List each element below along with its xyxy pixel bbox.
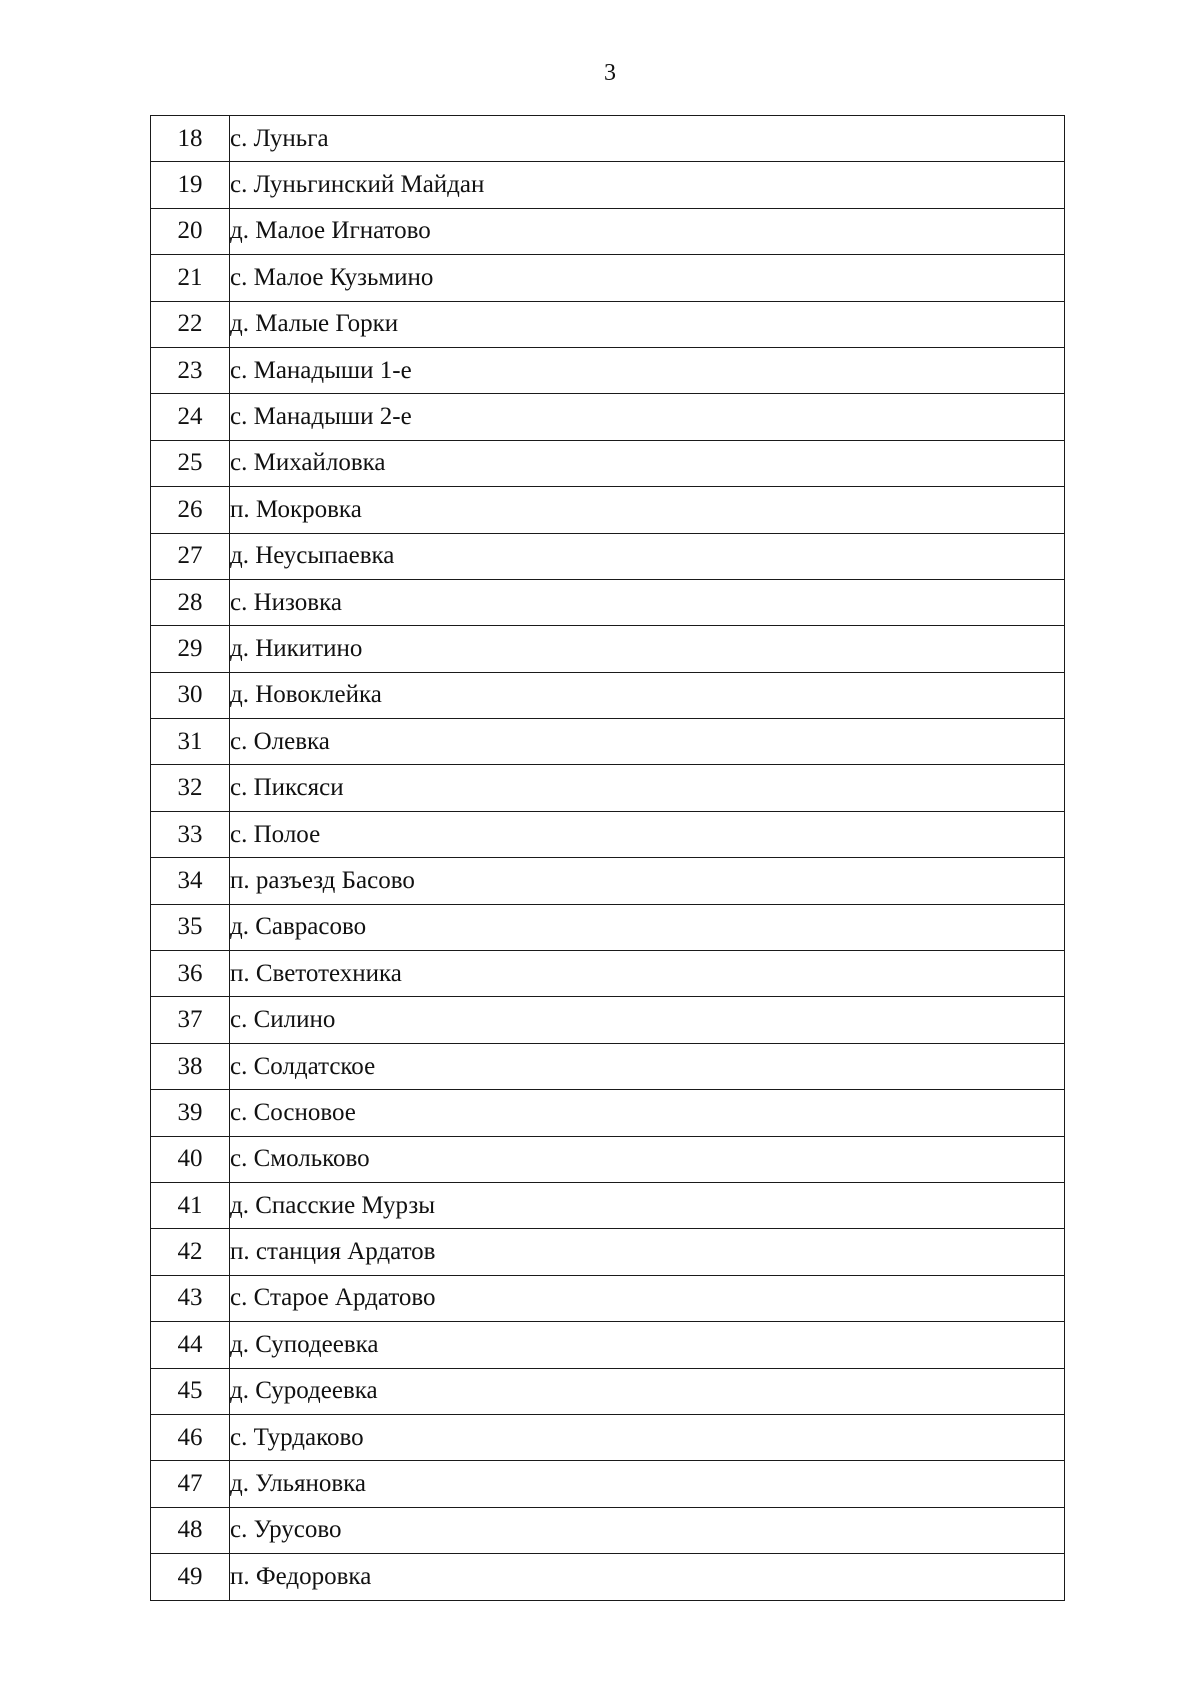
settlement-name-cell: с. Пиксяси xyxy=(230,765,1065,811)
row-number-cell: 35 xyxy=(151,904,230,950)
settlement-name-cell: с. Малое Кузьмино xyxy=(230,255,1065,301)
table-row xyxy=(151,672,1065,718)
table-row xyxy=(151,1507,1065,1553)
table-row xyxy=(151,1043,1065,1089)
table-row xyxy=(151,1368,1065,1414)
settlement-name-cell: п. разъезд Басово xyxy=(230,858,1065,904)
table-row xyxy=(151,1182,1065,1228)
settlement-name-cell: с. Полое xyxy=(230,811,1065,857)
table-row xyxy=(151,487,1065,533)
table-row xyxy=(151,858,1065,904)
row-number-cell: 20 xyxy=(151,208,230,254)
row-number-cell: 29 xyxy=(151,626,230,672)
row-number-cell: 45 xyxy=(151,1368,230,1414)
settlement-name-cell: с. Луньгинский Майдан xyxy=(230,162,1065,208)
row-number-cell: 39 xyxy=(151,1090,230,1136)
row-number-cell: 49 xyxy=(151,1554,230,1600)
row-number-cell: 26 xyxy=(151,487,230,533)
table-row xyxy=(151,719,1065,765)
settlement-name-cell: д. Малые Горки xyxy=(230,301,1065,347)
table-row xyxy=(151,1461,1065,1507)
settlement-name-cell: п. Мокровка xyxy=(230,487,1065,533)
table-row xyxy=(151,162,1065,208)
settlement-name-cell: д. Суподеевка xyxy=(230,1322,1065,1368)
settlement-name-cell: п. Светотехника xyxy=(230,951,1065,997)
row-number-cell: 28 xyxy=(151,579,230,625)
table-row xyxy=(151,579,1065,625)
row-number-cell: 43 xyxy=(151,1275,230,1321)
settlement-name-cell: д. Новоклейка xyxy=(230,672,1065,718)
row-number-cell: 24 xyxy=(151,394,230,440)
settlement-name-cell: с. Турдаково xyxy=(230,1414,1065,1460)
row-number-cell: 42 xyxy=(151,1229,230,1275)
table-row xyxy=(151,904,1065,950)
settlement-name-cell: с. Низовка xyxy=(230,579,1065,625)
row-number-cell: 40 xyxy=(151,1136,230,1182)
settlement-name-cell: д. Спасские Мурзы xyxy=(230,1182,1065,1228)
row-number-cell: 47 xyxy=(151,1461,230,1507)
settlement-name-cell: с. Силино xyxy=(230,997,1065,1043)
table-row xyxy=(151,951,1065,997)
row-number-cell: 27 xyxy=(151,533,230,579)
table-row xyxy=(151,208,1065,254)
row-number-cell: 33 xyxy=(151,811,230,857)
table-row xyxy=(151,347,1065,393)
settlement-name-cell: д. Малое Игнатово xyxy=(230,208,1065,254)
table-row xyxy=(151,1229,1065,1275)
table-row xyxy=(151,1090,1065,1136)
row-number-cell: 48 xyxy=(151,1507,230,1553)
row-number-cell: 30 xyxy=(151,672,230,718)
settlements-table-body xyxy=(151,116,1065,1601)
row-number-cell: 34 xyxy=(151,858,230,904)
row-number-cell: 18 xyxy=(151,116,230,162)
row-number-cell: 23 xyxy=(151,347,230,393)
row-number-cell: 44 xyxy=(151,1322,230,1368)
settlement-name-cell: д. Неусыпаевка xyxy=(230,533,1065,579)
row-number-cell: 36 xyxy=(151,951,230,997)
settlement-name-cell: д. Никитино xyxy=(230,626,1065,672)
settlement-name-cell: п. Федоровка xyxy=(230,1554,1065,1600)
settlement-name-cell: с. Манадыши 1-е xyxy=(230,347,1065,393)
table-row xyxy=(151,765,1065,811)
row-number-cell: 46 xyxy=(151,1414,230,1460)
table-row xyxy=(151,1136,1065,1182)
table-row xyxy=(151,811,1065,857)
settlement-name-cell: с. Урусово xyxy=(230,1507,1065,1553)
table-row xyxy=(151,440,1065,486)
settlements-table xyxy=(150,115,1065,1601)
settlement-name-cell: с. Михайловка xyxy=(230,440,1065,486)
settlement-name-cell: с. Манадыши 2-е xyxy=(230,394,1065,440)
settlement-name-cell: д. Суродеевка xyxy=(230,1368,1065,1414)
settlement-name-cell: с. Сосновое xyxy=(230,1090,1065,1136)
row-number-cell: 22 xyxy=(151,301,230,347)
settlement-name-cell: с. Луньга xyxy=(230,116,1065,162)
settlement-name-cell: д. Саврасово xyxy=(230,904,1065,950)
settlement-name-cell: с. Смольково xyxy=(230,1136,1065,1182)
row-number-cell: 38 xyxy=(151,1043,230,1089)
table-row xyxy=(151,301,1065,347)
table-row xyxy=(151,394,1065,440)
table-row xyxy=(151,626,1065,672)
table-row xyxy=(151,997,1065,1043)
row-number-cell: 37 xyxy=(151,997,230,1043)
table-row xyxy=(151,1275,1065,1321)
settlement-name-cell: с. Старое Ардатово xyxy=(230,1275,1065,1321)
table-row xyxy=(151,255,1065,301)
row-number-cell: 21 xyxy=(151,255,230,301)
table-row xyxy=(151,1554,1065,1600)
table-row xyxy=(151,533,1065,579)
row-number-cell: 25 xyxy=(151,440,230,486)
page-number: 3 xyxy=(604,60,616,86)
row-number-cell: 32 xyxy=(151,765,230,811)
settlement-name-cell: д. Ульяновка xyxy=(230,1461,1065,1507)
table-row xyxy=(151,116,1065,162)
row-number-cell: 41 xyxy=(151,1182,230,1228)
table-row xyxy=(151,1322,1065,1368)
table-row xyxy=(151,1414,1065,1460)
row-number-cell: 31 xyxy=(151,719,230,765)
row-number-cell: 19 xyxy=(151,162,230,208)
settlement-name-cell: с. Солдатское xyxy=(230,1043,1065,1089)
settlement-name-cell: с. Олевка xyxy=(230,719,1065,765)
settlement-name-cell: п. станция Ардатов xyxy=(230,1229,1065,1275)
